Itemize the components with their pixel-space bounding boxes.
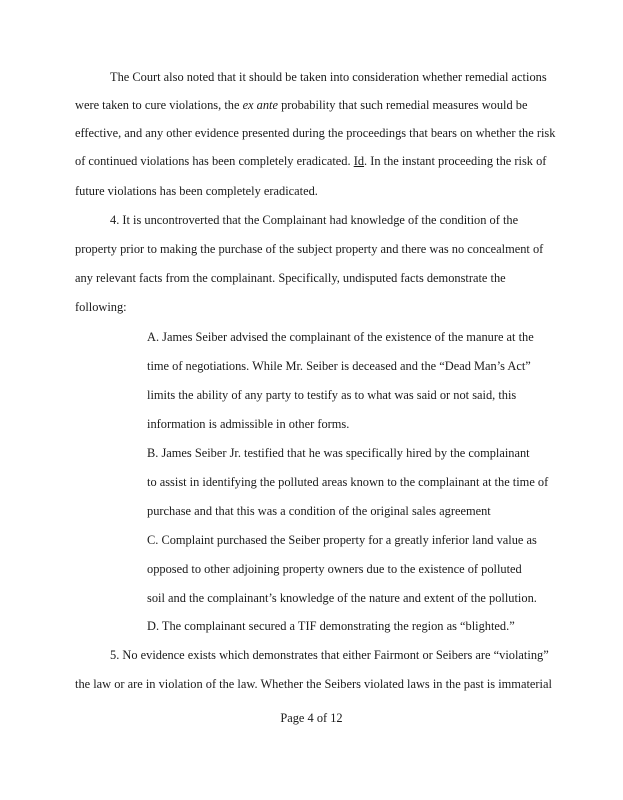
latin-phrase: ex ante	[242, 98, 278, 112]
paragraph-line: effective, and any other evidence presented during the proceedings that bears on whether the risk	[75, 126, 556, 140]
list-item-line: time of negotiations. While Mr. Seiber is deceased and the “Dead Man’s Act”	[147, 359, 531, 373]
list-item-line: purchase and that this was a condition of the original sales agreement	[147, 504, 491, 518]
text-run: of continued violations has been completely eradicated.	[75, 154, 354, 168]
citation-id: Id	[353, 154, 365, 168]
paragraph-line: The Court also noted that it should be taken into consideration whether remedial actions	[110, 70, 547, 84]
page-number: Page 4 of 12	[280, 711, 343, 725]
text-run: . In the instant proceeding the risk of	[364, 154, 547, 168]
list-item-line: information is admissible in other forms.	[147, 417, 350, 431]
paragraph-line	[75, 99, 527, 111]
list-item-line: A. James Seiber advised the complainant of the existence of the manure at the	[147, 330, 534, 344]
paragraph-line: following:	[75, 300, 127, 314]
list-item-line: B. James Seiber Jr. testified that he was specifically hired by the complainant	[147, 446, 530, 460]
paragraph-line	[75, 155, 546, 167]
paragraph-line: property prior to making the purchase of the subject property and there was no concealment of	[75, 242, 544, 256]
list-item-line: limits the ability of any party to testify as to what was said or not said, this	[147, 388, 517, 402]
text-run: were taken to cure violations, the	[75, 98, 243, 112]
paragraph-line: future violations has been completely eradicated.	[75, 184, 318, 198]
text-run: probability that such remedial measures would be	[278, 98, 528, 112]
list-item-line: opposed to other adjoining property owners due to the existence of polluted	[147, 562, 522, 576]
list-item-line: D. The complainant secured a TIF demonstrating the region as “blighted.”	[147, 619, 515, 633]
list-item-line: soil and the complainant’s knowledge of the nature and extent of the pollution.	[147, 591, 537, 605]
paragraph-line: any relevant facts from the complainant. Specifically, undisputed facts demonstrate the	[75, 271, 506, 285]
list-item-line: C. Complaint purchased the Seiber property for a greatly inferior land value as	[147, 533, 537, 547]
paragraph-line: the law or are in violation of the law. Whether the Seibers violated laws in the past is immaterial	[75, 677, 552, 691]
paragraph-line: 4. It is uncontroverted that the Complainant had knowledge of the condition of the	[110, 213, 519, 227]
paragraph-line: 5. No evidence exists which demonstrates that either Fairmont or Seibers are “violating”	[110, 648, 549, 662]
list-item-line: to assist in identifying the polluted areas known to the complainant at the time of	[147, 475, 549, 489]
